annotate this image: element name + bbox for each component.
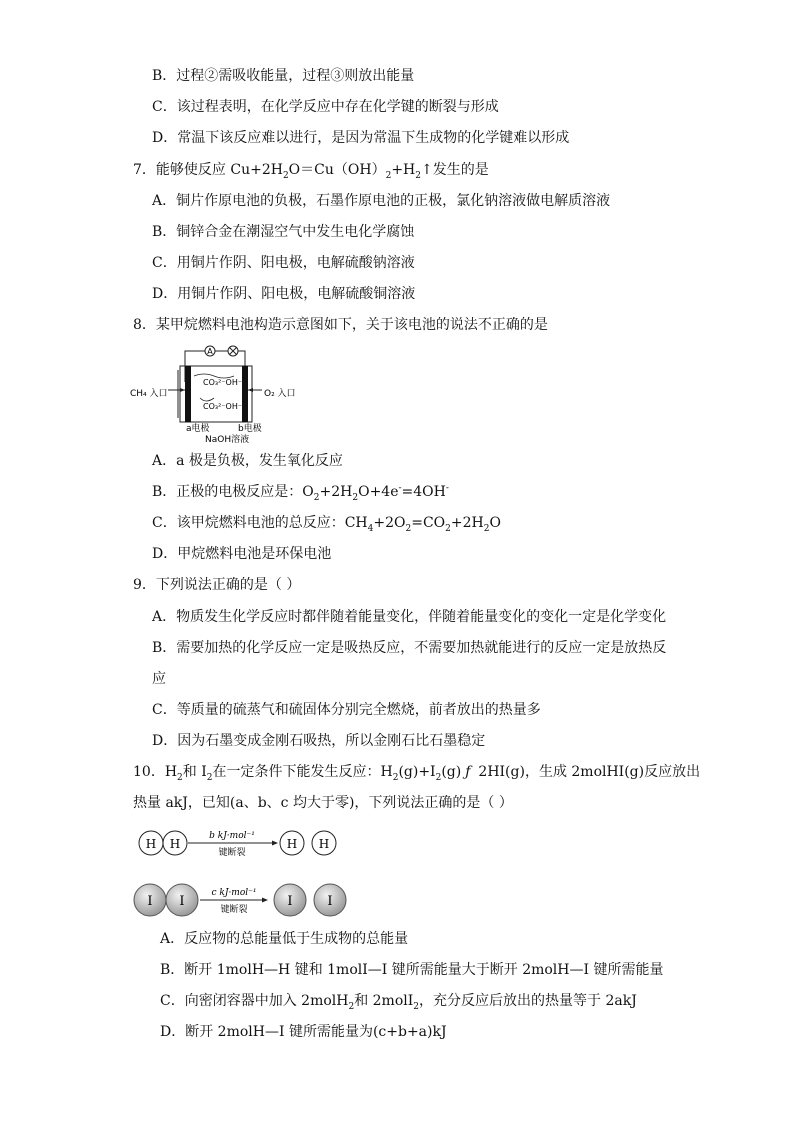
i-atom-3: I	[287, 894, 293, 909]
electrolyte-label: NaOH溶液	[205, 435, 250, 445]
question-7-option-b: B．铜锌合金在潮湿空气中发生电化学腐蚀	[152, 224, 415, 240]
option-b-prev: B．过程②需吸收能量，过程③则放出能量	[152, 68, 415, 84]
ion-label-bottom: CO₃²⁻OH⁻	[203, 402, 243, 411]
question-8-option-a: A．a 极是负极，发生氧化反应	[152, 453, 343, 469]
question-9-option-b-line2: 应	[152, 671, 166, 687]
h-atom-3: H	[286, 837, 298, 851]
b-energy-label: b kJ·mol⁻¹	[209, 831, 255, 841]
question-10-option-c: C．向密闭容器中加入 2molH$_2$和 2molI$_2$，充分反应后放出的热量等于 2akJ	[160, 993, 637, 1012]
question-9-option-b-line1: B．需要加热的化学反应一定是吸热反应，不需要加热就能进行的反应一定是放热反	[152, 640, 667, 656]
question-7-option-a: A．铜片作原电池的负极，石墨作原电池的正极，氯化钠溶液做电解质溶液	[152, 193, 611, 209]
question-10-option-d: D．断开 2molH—I 键所需能量为(c+b+a)kJ	[160, 1024, 447, 1040]
h-atom-4: H	[318, 837, 330, 851]
question-9-option-c: C．等质量的硫蒸气和硫固体分别完全燃烧，前者放出的热量多	[152, 702, 541, 718]
question-8-stem: 8．某甲烷燃料电池构造示意图如下，关于该电池的说法不正确的是	[133, 317, 548, 333]
question-8-option-c: C．该甲烷燃料电池的总反应：$CH_4+2O_2=CO_2+2H_2O$	[152, 515, 501, 534]
b-electrode-bar	[242, 366, 248, 422]
ammeter-label: A	[207, 347, 213, 356]
bond-break-label-i: 键断裂	[220, 905, 248, 915]
option-d-prev: D．常温下该反应难以进行，是因为常温下生成物的化学键难以形成	[152, 130, 570, 146]
question-10-option-a: A．反应物的总能量低于生成物的总能量	[160, 931, 409, 947]
question-7-option-d: D．用铜片作阴、阳电极，电解硫酸铜溶液	[152, 286, 416, 302]
question-8-option-b: B．正极的电极反应是：$O_2+2H_2O+4e^-=4OH^-$	[152, 483, 449, 503]
fuel-cell-diagram	[130, 342, 296, 445]
question-9-stem: 9．下列说法正确的是（ ）	[133, 577, 301, 593]
i-i-bond-diagram	[132, 880, 348, 920]
question-9-option-a: A．物质发生化学反应时都伴随着能量变化，伴随着能量变化的变化一定是化学变化	[152, 609, 667, 625]
question-9-option-d: D．因为石墨变成金刚石吸热，所以金刚石比石墨稳定	[152, 733, 486, 749]
ch4-inlet-label: CH₄ 入口	[130, 389, 168, 399]
question-7-stem: 7．能够使反应 $Cu+2H_2O=Cu(OH)_2+H_2↑$发生的是	[133, 162, 489, 181]
h-atom-1: H	[145, 837, 157, 851]
question-10-option-b: B．断开 1molH—H 键和 1molI—I 键所需能量大于断开 2molH—I 键所需能量	[160, 962, 664, 978]
question-10-stem-line2: 热量 akJ，已知(a、b、c 均大于零)，下列说法正确的是（ ）	[133, 795, 513, 811]
question-10-stem-line1: 10．$H_2$和 $I_2$在一定条件下能发生反应：$H_2(g)+I_2(g)$ ƒ 2HI(g)，生成 2molHI(g)反应放出	[133, 764, 701, 783]
i-atom-4: I	[327, 894, 333, 909]
o2-inlet-label: O₂ 入口	[264, 389, 296, 399]
h-atom-2: H	[169, 837, 181, 851]
option-c-prev: C．该过程表明，在化学反应中存在化学键的断裂与形成	[152, 99, 499, 115]
bond-break-label-h: 键断裂	[218, 848, 246, 858]
b-electrode-label: b电极	[238, 424, 262, 434]
ion-label-top: CO₃²⁻OH⁻	[203, 378, 243, 387]
i-atom-1: I	[147, 894, 153, 909]
question-7-option-c: C．用铜片作阴、阳电极，电解硫酸钠溶液	[152, 255, 415, 271]
i-atom-2: I	[179, 894, 185, 909]
h-h-bond-diagram	[132, 826, 344, 862]
a-electrode-label: a电极	[186, 424, 210, 434]
question-8-option-d: D．甲烷燃料电池是环保电池	[152, 546, 332, 562]
a-electrode-bar	[185, 366, 191, 422]
c-energy-label: c kJ·mol⁻¹	[211, 888, 257, 898]
